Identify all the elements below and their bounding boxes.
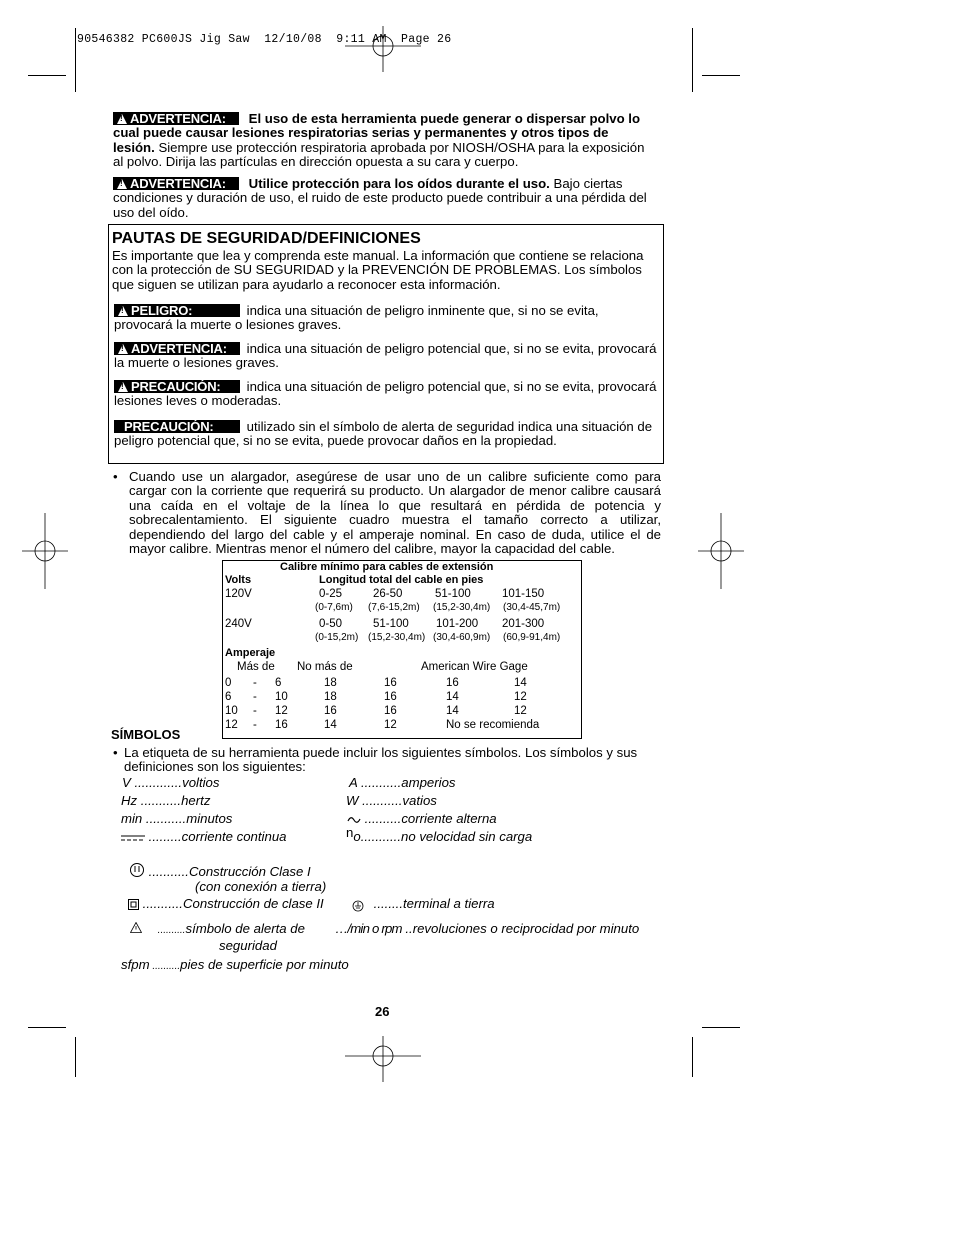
double-insulation-icon: [128, 899, 139, 910]
definition: terminal a tierra: [402, 896, 495, 911]
warning-text: Bajo ciertas condiciones y duración de uso, el ruido de este producto puede contribuir a una pérdida del uso del oído.: [113, 176, 647, 220]
symbol-no-load-speed: [346, 825, 533, 844]
registration-mark-bottom: [345, 1036, 421, 1082]
dots: ..........: [364, 811, 402, 826]
dots: ...........: [142, 811, 187, 826]
safety-box-title: PAUTAS DE SEGURIDAD/DEFINICIONES: [112, 230, 421, 247]
metric-cell: (30,4-60,9m): [433, 632, 491, 643]
alert-triangle-icon: [118, 382, 128, 392]
warning-label: [113, 112, 239, 125]
gauge-cell: 16: [446, 677, 459, 689]
metric-cell: (0-7,6m): [315, 602, 353, 613]
warning-bold-text: Utilice protección para los oídos durante el uso.: [248, 176, 550, 191]
definition: corriente continua: [181, 829, 287, 844]
dots: ..........: [157, 925, 186, 936]
gauge-cell: 14: [514, 677, 527, 689]
alert-triangle-icon: [117, 179, 127, 189]
earth-ground-icon: [352, 900, 364, 912]
amp-dash: -: [253, 705, 257, 717]
definition: no velocidad sin carga: [401, 829, 533, 844]
page-number: 26: [375, 1004, 390, 1019]
metric-cell: (15,2-30,4m): [433, 602, 491, 613]
symbol: W: [346, 793, 359, 808]
length-header: Longitud total del cable en pies: [319, 574, 484, 586]
dots: ..........: [149, 961, 181, 972]
volt-120: 120V: [225, 588, 252, 600]
crop-mark: [702, 75, 740, 76]
symbol-minutes: [121, 811, 232, 826]
warning-label: [114, 342, 240, 355]
warning-label: [113, 177, 239, 190]
definition-text: indica una situación de peligro potencial que, si no se evita, provocará la muerte o lesiones graves.: [114, 341, 657, 371]
crop-mark: [692, 1037, 693, 1077]
amp-dash: -: [253, 719, 257, 731]
bullet-dot: •: [113, 745, 118, 760]
caution-label-text: PRECAUCIÓN:: [124, 419, 214, 434]
range-cell: 0-25: [319, 588, 343, 600]
extension-cord-text: Cuando use un alargador, asegúrese de usar uno de un calibre suficiente como para cargar con la corriente que requerirá su producto. Un alargador de menor calibre causará una caída en el voltaje de la línea lo que resultará en pérdida de potencia y sobrecalentamiento. El siguiente cuadro muestra el tamaño correcto a utilizar, dependiendo del largo del cable y el amperaje nominal. En caso de duda, utilice el de mayor calibre. Mientras menor el número del calibre, mayor la capacidad del cable.: [129, 469, 661, 557]
definition: Construcción de clase II: [182, 896, 324, 911]
safety-alert-icon: [130, 922, 142, 933]
range-cell: 101-200: [436, 618, 479, 630]
danger-label: [114, 304, 240, 317]
volt-240: 240V: [225, 618, 252, 630]
range-cell: 0-50: [319, 618, 343, 630]
symbol-ac: [347, 811, 497, 826]
definition-precaucion: [114, 380, 659, 409]
registration-mark-left: [22, 513, 68, 589]
dots: ...........: [358, 793, 403, 808]
symbol-sfpm: [121, 957, 349, 972]
dots: .............: [130, 775, 183, 790]
crop-mark: [692, 28, 693, 92]
definition-text: indica una situación de peligro potencial que, si no se evita, provocará lesiones leves o moderadas.: [114, 379, 657, 409]
amperage-header: Amperaje: [225, 647, 276, 659]
safety-box-intro: Es importante que lea y comprenda este manual. La información que contiene se relaciona con la protección de SU SEGURIDAD y la PREVENCIÓN DE PROBLEMAS. Los símbolos que siguen se utilizan para ayudarlo a reconocer esta información.: [112, 248, 644, 292]
definition-text: utilizado sin el símbolo de alerta de seguridad indica una situación de peligro potencial que, si no se evita, puede provocar daños en la propiedad.: [114, 419, 653, 449]
symbol-class1-line2: (con conexión a tierra): [195, 879, 327, 894]
metric-cell: (0-15,2m): [315, 632, 359, 643]
amp-to: 10: [275, 691, 288, 703]
range-cell: 201-300: [502, 618, 545, 630]
symbol-earth: [352, 896, 495, 912]
amp-to: 6: [275, 677, 282, 689]
gauge-table: [222, 560, 582, 739]
gauge-cell: 16: [384, 677, 397, 689]
symbol-alert-line2: seguridad: [219, 938, 277, 953]
print-header: 90546382 PC600JS Jig Saw 12/10/08 9:11 AM Page 26: [77, 33, 452, 46]
range-cell: 51-100: [373, 618, 409, 630]
alternating-current-icon: [347, 815, 361, 825]
dots: ...........: [148, 864, 189, 879]
symbol-watts: [346, 793, 437, 808]
symbol: Hz: [121, 793, 138, 808]
amp-from: 12: [225, 719, 238, 731]
symbol: V: [122, 775, 131, 790]
danger-label-text: PELIGRO:: [131, 303, 193, 318]
crop-mark: [28, 75, 66, 76]
definition: revoluciones o reciprocidad por minuto: [412, 921, 640, 936]
metric-cell: (15,2-30,4m): [368, 632, 426, 643]
metric-cell: (30,4-45,7m): [503, 602, 561, 613]
crop-mark: [702, 1027, 740, 1028]
range-cell: 51-100: [435, 588, 471, 600]
gauge-cell: 18: [324, 691, 337, 703]
symbol: sfpm: [121, 957, 150, 972]
crop-mark: [75, 28, 76, 92]
table-title: Calibre mínimo para cables de extensión: [280, 561, 494, 573]
symbol-rpm: [335, 921, 639, 936]
symbol-class1: [129, 862, 311, 879]
definition: vatios: [402, 793, 437, 808]
symbol-o: o: [353, 829, 361, 844]
definition-advertencia: [114, 342, 659, 371]
dots: ...........: [137, 793, 182, 808]
warning-hearing: [113, 177, 648, 220]
definition: hertz: [181, 793, 211, 808]
gauge-cell: 14: [446, 705, 459, 717]
alert-triangle-icon: [118, 306, 128, 316]
dots: ..: [401, 921, 413, 936]
metric-cell: (7,6-15,2m): [368, 602, 420, 613]
gauge-cell: 16: [384, 705, 397, 717]
crop-mark: [28, 1027, 66, 1028]
symbol-n: n: [346, 825, 354, 840]
symbol-volts: [122, 775, 219, 790]
direct-current-icon: [121, 833, 145, 843]
gauge-cell: 14: [446, 691, 459, 703]
not-more-than-header: No más de: [297, 661, 353, 673]
amp-from: 0: [225, 677, 232, 689]
registration-mark-top: [345, 26, 421, 72]
symbols-heading: SÍMBOLOS: [111, 727, 181, 742]
symbols-intro: La etiqueta de su herramienta puede incluir los siguientes símbolos. Los símbolos y sus definiciones son los siguientes:: [124, 745, 638, 775]
warning-bold-text: El uso de esta herramienta puede generar o dispersar polvo lo cual puede causar lesiones respiratorias serias y permanentes y otros tipos de lesión.: [113, 111, 641, 155]
definition: Construcción Clase I: [188, 864, 311, 879]
amp-to: 16: [275, 719, 288, 731]
registration-mark-right: [698, 513, 744, 589]
symbol: min: [121, 811, 143, 826]
awg-header: American Wire Gage: [421, 661, 528, 673]
caution-label: [114, 380, 240, 393]
volts-header: Volts: [225, 574, 252, 586]
dots: ...........: [142, 896, 183, 911]
definition: pies de superficie por minuto: [180, 957, 349, 972]
range-cell: 26-50: [373, 588, 403, 600]
metric-cell: (60,9-91,4m): [503, 632, 561, 643]
amp-to: 12: [275, 705, 288, 717]
bullet-dot: •: [113, 469, 118, 484]
range-cell: 101-150: [502, 588, 545, 600]
symbol-class2: [128, 896, 324, 911]
definition: minutos: [186, 811, 233, 826]
amp-dash: -: [253, 691, 257, 703]
symbol-amps: [349, 775, 456, 790]
dots: ...........: [360, 829, 401, 844]
safety-definitions-box: [108, 224, 664, 464]
definition-text: indica una situación de peligro inminente que, si no se evita, provocará la muerte o lesiones graves.: [114, 303, 599, 333]
gauge-cell: 16: [324, 705, 337, 717]
amp-from: 10: [225, 705, 238, 717]
dots: ........: [373, 896, 403, 911]
definition: símbolo de alerta de: [185, 921, 305, 936]
amp-from: 6: [225, 691, 232, 703]
alert-triangle-icon: [118, 344, 128, 354]
symbol-alert: [130, 921, 305, 936]
definition: voltios: [182, 775, 220, 790]
warning-label-text: ADVERTENCIA:: [130, 111, 226, 126]
alert-triangle-icon: [117, 114, 127, 124]
symbol: A: [349, 775, 358, 790]
definition-precaucion-property: [114, 420, 654, 449]
gauge-cell: 12: [514, 691, 527, 703]
warning-text: Siempre use protección respiratoria aprobada por NIOSH/OSHA para la exposición al polvo. Dirija las partículas en dirección opuesta a su cara y cuerpo.: [113, 139, 645, 170]
symbol-dc: [121, 829, 287, 844]
dots: ...........: [357, 775, 402, 790]
gauge-cell: 12: [384, 719, 397, 731]
symbol: …/min o rpm: [335, 921, 402, 936]
gauge-cell: 12: [514, 705, 527, 717]
warning-label-text: ADVERTENCIA:: [130, 176, 226, 191]
amp-dash: -: [253, 677, 257, 689]
definition: amperios: [401, 775, 456, 790]
gauge-cell: 18: [324, 677, 337, 689]
gauge-cell: 16: [384, 691, 397, 703]
definition-peligro: [114, 304, 654, 333]
symbol-hertz: [121, 793, 210, 808]
warning-dust: [113, 112, 653, 170]
dots: .........: [148, 829, 182, 844]
gauge-cell: 14: [324, 719, 337, 731]
more-than-header: Más de: [237, 661, 275, 673]
gauge-cell: No se recomienda: [446, 719, 540, 731]
caution-label-text: PRECAUCIÓN:: [131, 379, 221, 394]
warning-label-text: ADVERTENCIA:: [131, 341, 227, 356]
caution-label: [114, 420, 240, 433]
definition: corriente alterna: [401, 811, 497, 826]
crop-mark: [75, 1037, 76, 1077]
class-1-ground-icon: [129, 862, 145, 878]
